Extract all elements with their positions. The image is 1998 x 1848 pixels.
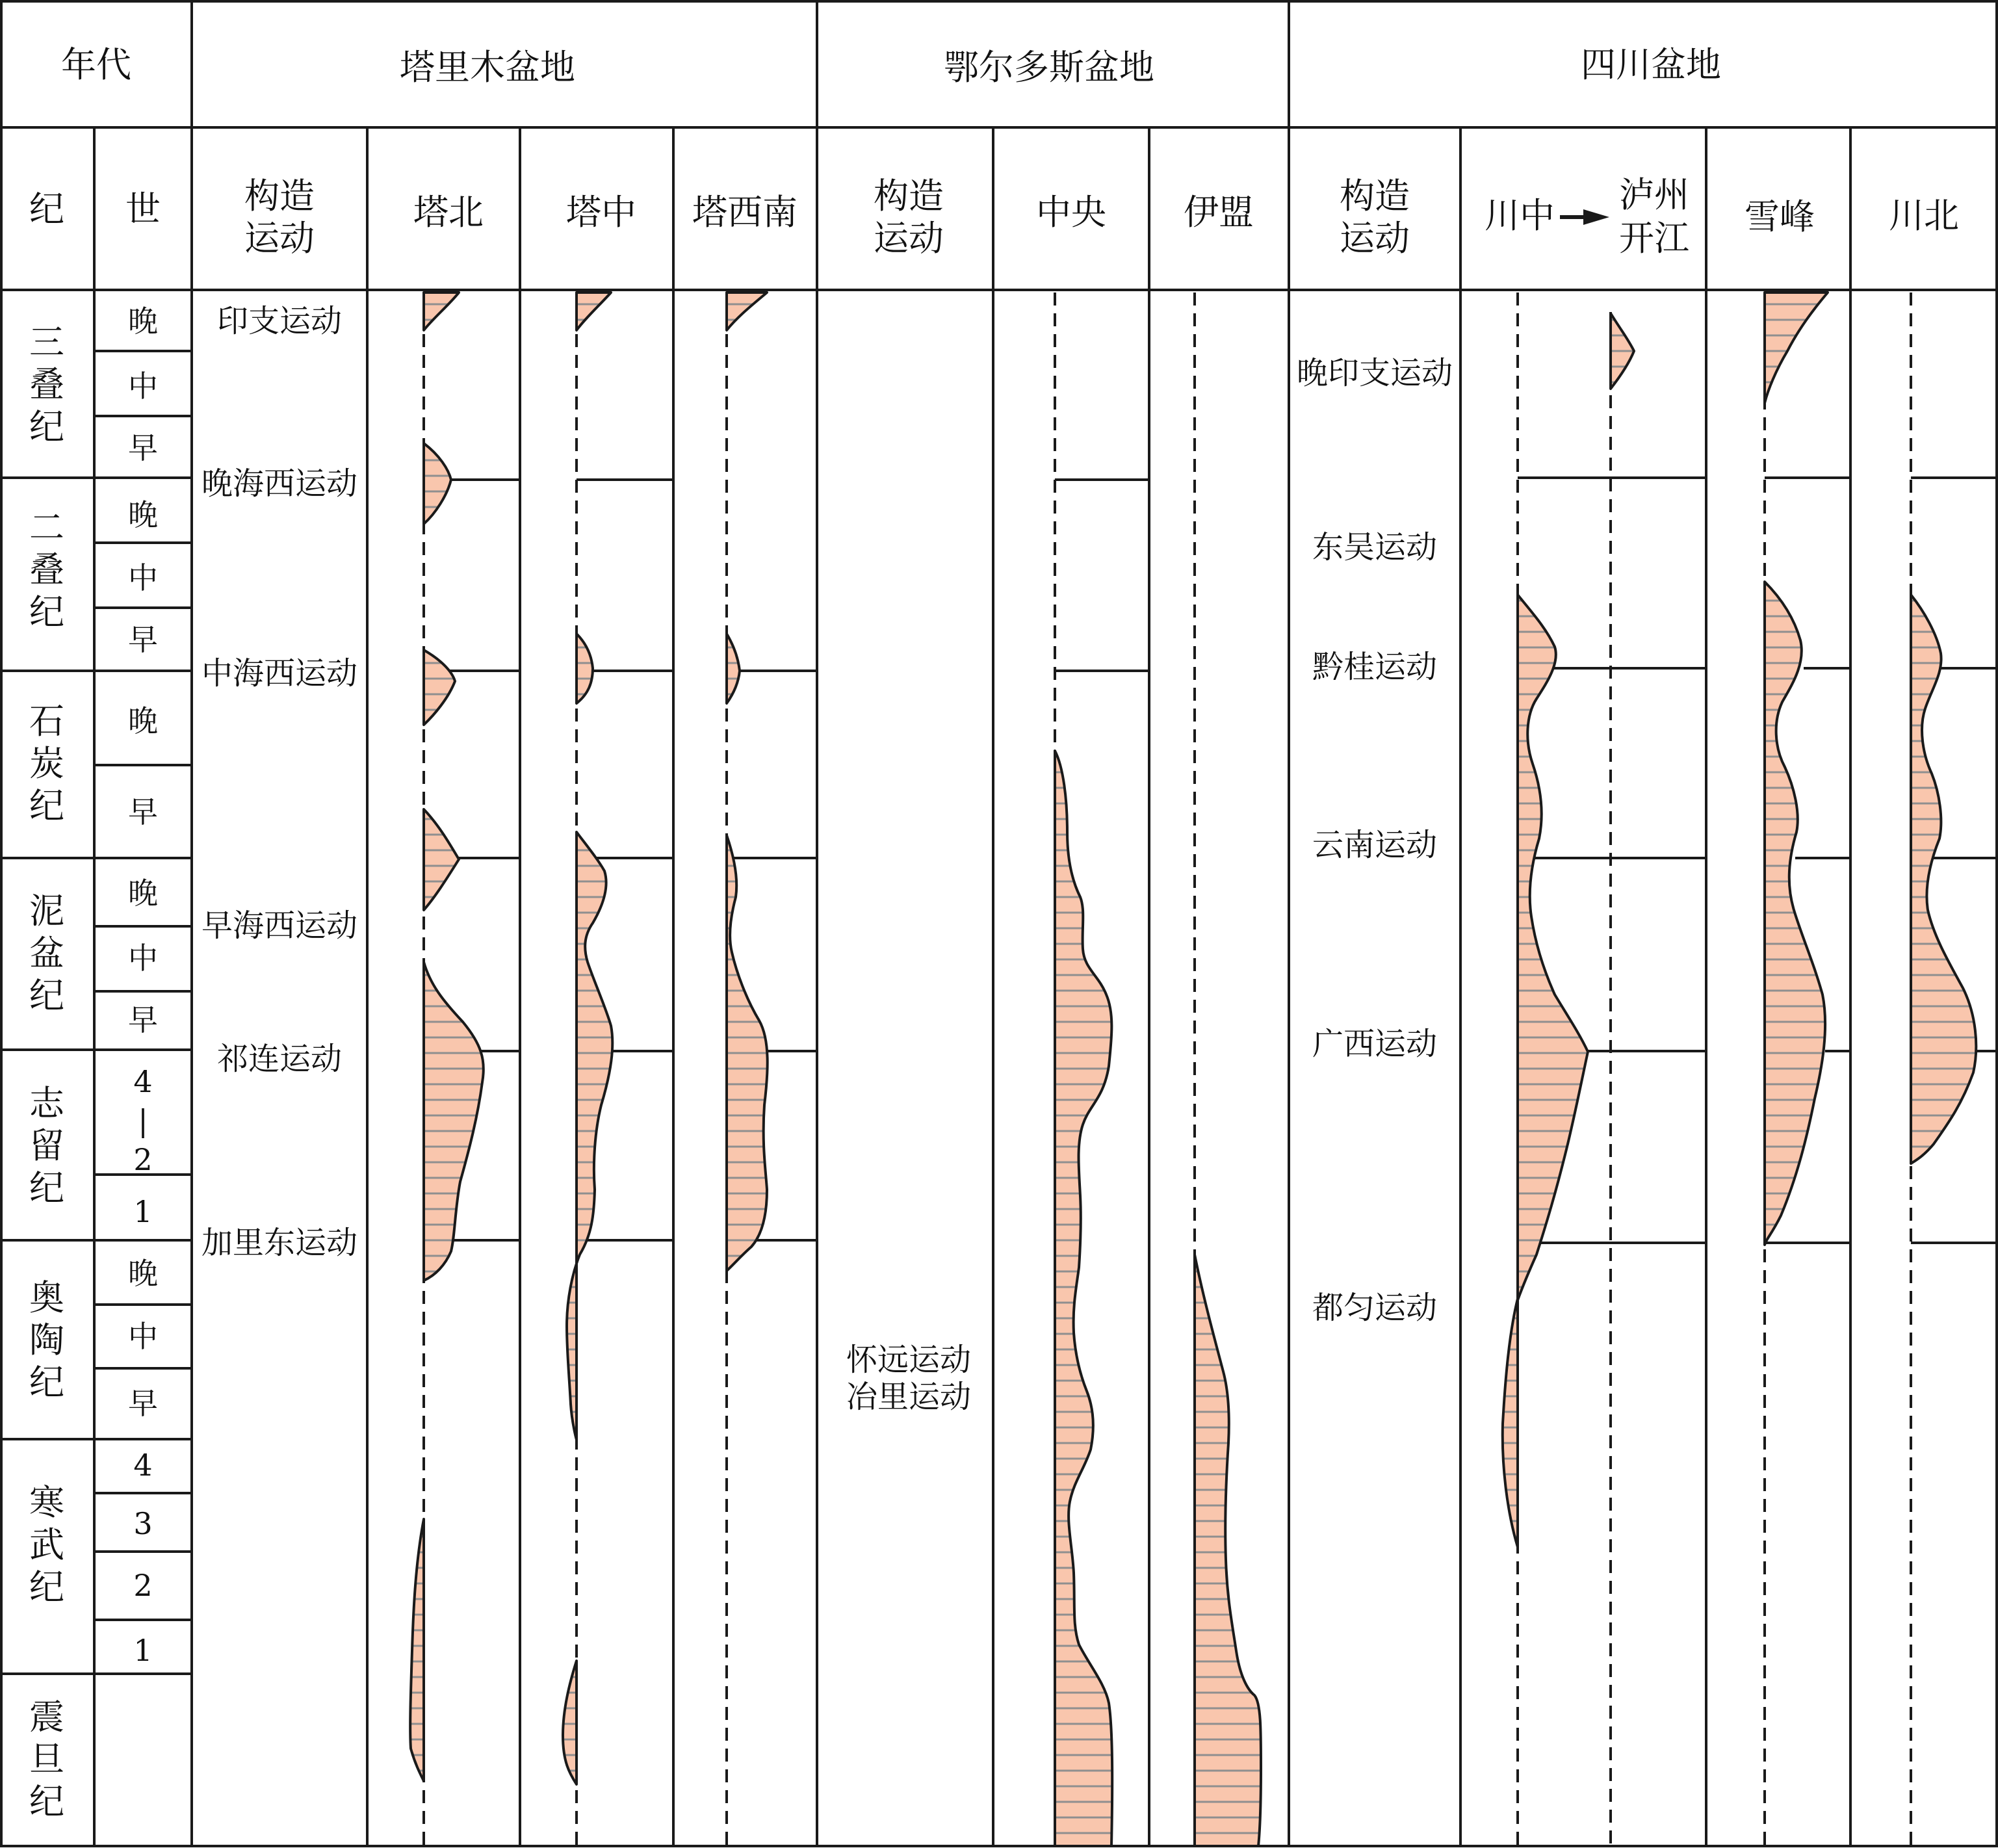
luzhou-shape bbox=[1611, 313, 1634, 389]
period-label-char: 纪 bbox=[29, 1781, 64, 1822]
epoch-label: 中 bbox=[128, 560, 158, 595]
tabei-shape-permian bbox=[424, 443, 451, 524]
era-header: 年代 bbox=[61, 44, 131, 85]
epoch-label: 2 bbox=[133, 1142, 153, 1177]
period-label-char: 盆 bbox=[29, 933, 64, 974]
epoch-labels bbox=[128, 304, 158, 1668]
tarim-movement-label: 加里东运动 bbox=[201, 1225, 358, 1261]
epoch-label: 早 bbox=[128, 794, 158, 829]
epoch-label: 中 bbox=[128, 941, 158, 976]
sichuan-tectonic-header-2: 运动 bbox=[1340, 218, 1410, 259]
epoch-label: 晚 bbox=[128, 703, 158, 738]
taxinan-shape-triassic bbox=[727, 293, 767, 330]
chuanbei-header: 川北 bbox=[1889, 195, 1959, 236]
period-header: 纪 bbox=[29, 189, 64, 229]
ordos-tectonic-header-2: 运动 bbox=[874, 218, 944, 259]
period-label-char: 炭 bbox=[29, 743, 64, 784]
ordos-tectonic-header-1: 构造 bbox=[874, 176, 944, 216]
chuanzhong-header: 川中 bbox=[1485, 195, 1555, 236]
xuefeng-shape-main bbox=[1765, 582, 1825, 1245]
period-label-char: 志 bbox=[29, 1083, 64, 1124]
period-label-char: 旦 bbox=[29, 1739, 64, 1780]
arrow-shape bbox=[1583, 209, 1609, 225]
movement-labels bbox=[201, 303, 1453, 1415]
tazhong-shape-carb-upper bbox=[577, 634, 593, 703]
chuanzhong-shape-lower bbox=[1503, 1299, 1518, 1547]
kaijiang-header: 开江 bbox=[1619, 218, 1689, 259]
epoch-label: 中 bbox=[128, 369, 158, 404]
period-label-char: 三 bbox=[29, 322, 64, 363]
tabei-shape-cambrian bbox=[410, 1519, 424, 1781]
epoch-label: 1 bbox=[133, 1194, 153, 1229]
ordos-movement-label: 冶里运动 bbox=[846, 1379, 972, 1415]
period-label-char: 奥 bbox=[29, 1277, 64, 1318]
period-label-char: 寒 bbox=[29, 1482, 64, 1523]
chuanbei-shape bbox=[1911, 595, 1976, 1164]
epoch-label: 2 bbox=[133, 1568, 153, 1603]
sichuan-movement-label: 云南运动 bbox=[1312, 827, 1438, 863]
tabei-shape-triassic bbox=[424, 293, 459, 330]
epoch-label: 早 bbox=[128, 1002, 158, 1037]
tarim-movement-label: 晚海西运动 bbox=[201, 465, 358, 502]
yimeng-shape bbox=[1195, 1255, 1261, 1846]
period-label-char: 二 bbox=[29, 507, 64, 548]
period-label-char: 纪 bbox=[29, 1167, 64, 1208]
period-label-char: 留 bbox=[29, 1125, 64, 1166]
epoch-label: 中 bbox=[128, 1319, 158, 1354]
sichuan-tectonic-header-1: 构造 bbox=[1340, 176, 1410, 216]
epoch-label: 晚 bbox=[128, 304, 158, 339]
yimeng-header: 伊盟 bbox=[1184, 192, 1254, 233]
epoch-label: 1 bbox=[133, 1633, 153, 1668]
epoch-label: | bbox=[138, 1103, 148, 1138]
xuefeng-header: 雪峰 bbox=[1745, 196, 1815, 237]
period-label-char: 纪 bbox=[29, 406, 64, 447]
period-label-char: 陶 bbox=[29, 1320, 64, 1360]
taxinan-shape-carb-upper bbox=[727, 634, 740, 703]
period-label-char: 叠 bbox=[29, 549, 64, 590]
tabei-shape-carb-lower bbox=[424, 809, 459, 910]
period-label-char: 纪 bbox=[29, 1362, 64, 1403]
epoch-label: 早 bbox=[128, 622, 158, 657]
tazhong-shape-triassic bbox=[577, 293, 611, 330]
xuefeng-shape-triassic bbox=[1765, 293, 1828, 403]
taxinan-shape-silurian bbox=[727, 835, 768, 1271]
epoch-header: 世 bbox=[125, 189, 161, 229]
sichuan-movement-label: 黔桂运动 bbox=[1312, 649, 1438, 685]
epoch-label: 晚 bbox=[128, 876, 158, 911]
tazhong-header: 塔中 bbox=[566, 192, 636, 233]
period-label-char: 泥 bbox=[29, 891, 64, 931]
taxinan-header: 塔西南 bbox=[692, 192, 798, 233]
dashed-reference-lines bbox=[424, 293, 1911, 1846]
zhongyang-header: 中央 bbox=[1036, 192, 1106, 233]
epoch-label: 晚 bbox=[128, 497, 158, 532]
uplift-shapes bbox=[410, 209, 1976, 1846]
period-label-char: 武 bbox=[29, 1524, 64, 1565]
tarim-tectonic-header-2: 运动 bbox=[244, 218, 315, 259]
ordos-movement-label: 怀远运动 bbox=[846, 1342, 972, 1378]
zhongyang-shape bbox=[1055, 751, 1112, 1846]
tarim-tectonic-header-1: 构造 bbox=[244, 176, 315, 216]
epoch-label: 早 bbox=[128, 1386, 158, 1421]
tarim-movement-label: 印支运动 bbox=[216, 303, 343, 339]
tabei-shape-carb-upper bbox=[424, 650, 455, 725]
tabei-header: 塔北 bbox=[413, 192, 484, 233]
luzhou-header: 泸州 bbox=[1619, 174, 1689, 215]
tarim-movement-label: 祁连运动 bbox=[216, 1041, 343, 1077]
period-label-char: 纪 bbox=[29, 592, 64, 632]
epoch-label: 4 bbox=[133, 1064, 153, 1099]
period-label-char: 纪 bbox=[29, 1567, 64, 1607]
period-label-char: 石 bbox=[29, 701, 64, 742]
sichuan-header: 四川盆地 bbox=[1581, 44, 1721, 85]
ordos-header: 鄂尔多斯盆地 bbox=[944, 47, 1154, 88]
tarim-movement-label: 早海西运动 bbox=[201, 907, 358, 944]
tazhong-shape-sinian bbox=[563, 1661, 577, 1784]
epoch-label: 3 bbox=[133, 1506, 153, 1541]
period-label-char: 震 bbox=[29, 1697, 64, 1737]
tabei-shape-silurian bbox=[424, 962, 484, 1281]
period-label-char: 纪 bbox=[29, 975, 64, 1016]
period-label-char: 叠 bbox=[29, 364, 64, 405]
sichuan-movement-label: 晚印支运动 bbox=[1296, 355, 1453, 391]
chuanzhong-shape bbox=[1518, 595, 1588, 1300]
epoch-label: 早 bbox=[128, 430, 158, 465]
sichuan-movement-label: 广西运动 bbox=[1312, 1026, 1438, 1062]
tarim-movement-label: 中海西运动 bbox=[201, 655, 358, 692]
sichuan-movement-label: 都匀运动 bbox=[1312, 1290, 1438, 1326]
period-label-char: 纪 bbox=[29, 785, 64, 826]
period-labels bbox=[29, 322, 65, 1822]
tarim-header: 塔里木盆地 bbox=[400, 47, 575, 88]
sichuan-movement-label: 东吴运动 bbox=[1312, 529, 1438, 566]
epoch-label: 4 bbox=[133, 1448, 153, 1483]
tazhong-shape-devonian bbox=[567, 832, 612, 1440]
epoch-label: 晚 bbox=[128, 1256, 158, 1291]
